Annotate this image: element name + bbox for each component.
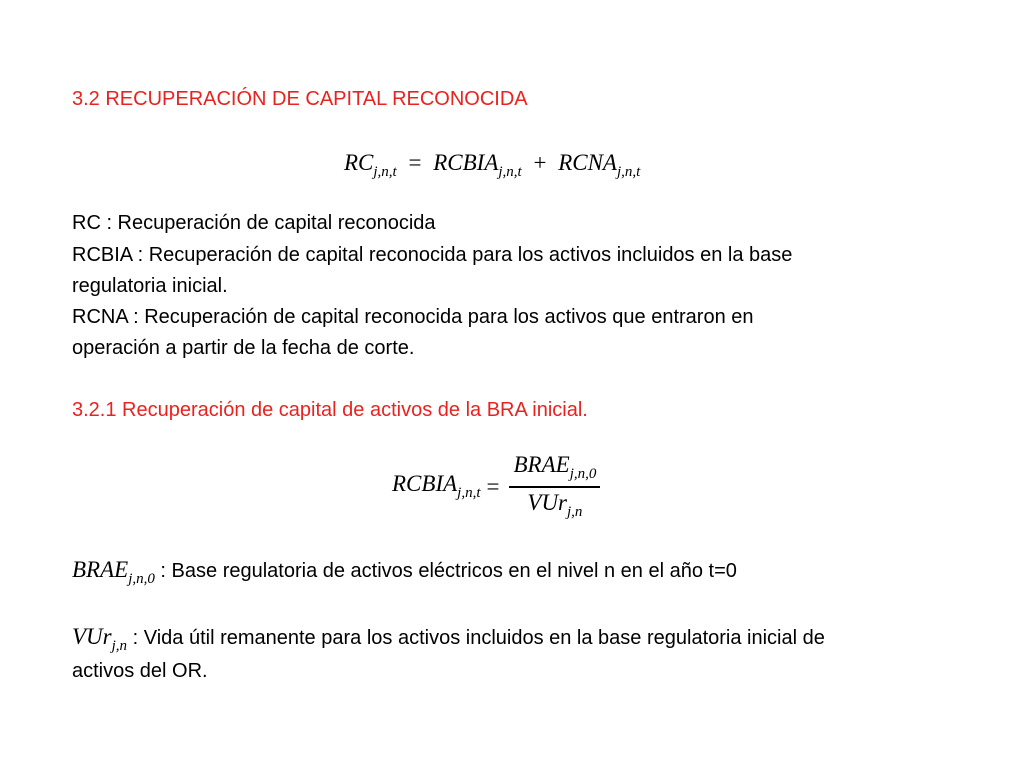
section-title: 3.2 RECUPERACIÓN DE CAPITAL RECONOCIDA: [72, 88, 528, 110]
formula-rc-term2-sub: j,n,t: [616, 164, 641, 180]
vur-description: : Vida útil remanente para los activos incluidos en la base regulatoria inicial de: [127, 627, 825, 649]
formula-rcbia-fraction: [509, 452, 600, 521]
definition-vur-line2: activos del OR.: [72, 660, 208, 682]
definition-rcna-line1: RCNA : Recuperación de capital reconocida para los activos que entraron en: [72, 306, 754, 328]
formula-rc-equals: =: [408, 150, 422, 175]
formula-rc: [344, 146, 640, 189]
fraction-numerator: $BRAE_{j,n,0}$: [513, 452, 597, 482]
subsection-title: 3.2.1 Recuperación de capital de activos de la BRA inicial.: [72, 399, 588, 421]
formula-rc-term1: RCBIA: [433, 150, 499, 175]
definition-rcbia-line2: regulatoria inicial.: [72, 275, 228, 297]
formula-rc-lhs-sub: j,n,t: [373, 164, 397, 180]
formula-rc-term1-sub: j,n,t: [498, 164, 522, 180]
formula-rc-plus: +: [533, 150, 547, 175]
fraction-denominator: VUr$_{j,n}$: [527, 490, 583, 520]
formula-rcbia-lhs: $RCBIA_{j,n,t}$: [392, 471, 481, 501]
formula-rcbia-equals: =: [486, 473, 500, 499]
brae-symbol: $BRAE_{j,n,0}$: [72, 557, 155, 587]
formula-rc-term2: RCNA: [558, 150, 617, 175]
vur-symbol: VUr$_{j,n}$: [72, 624, 128, 654]
definition-brae: [72, 555, 737, 594]
definition-rcbia-line1: RCBIA : Recuperación de capital reconocida para los activos incluidos en la base: [72, 244, 793, 266]
definition-rcna-line2: operación a partir de la fecha de corte.: [72, 337, 415, 359]
brae-description: : Base regulatoria de activos eléctricos en el nivel n en el año t=0: [154, 560, 737, 582]
formula-rc-lhs: RC: [344, 150, 374, 175]
definition-rc: RC : Recuperación de capital reconocida: [72, 212, 436, 234]
formula-rcbia: [392, 452, 600, 521]
